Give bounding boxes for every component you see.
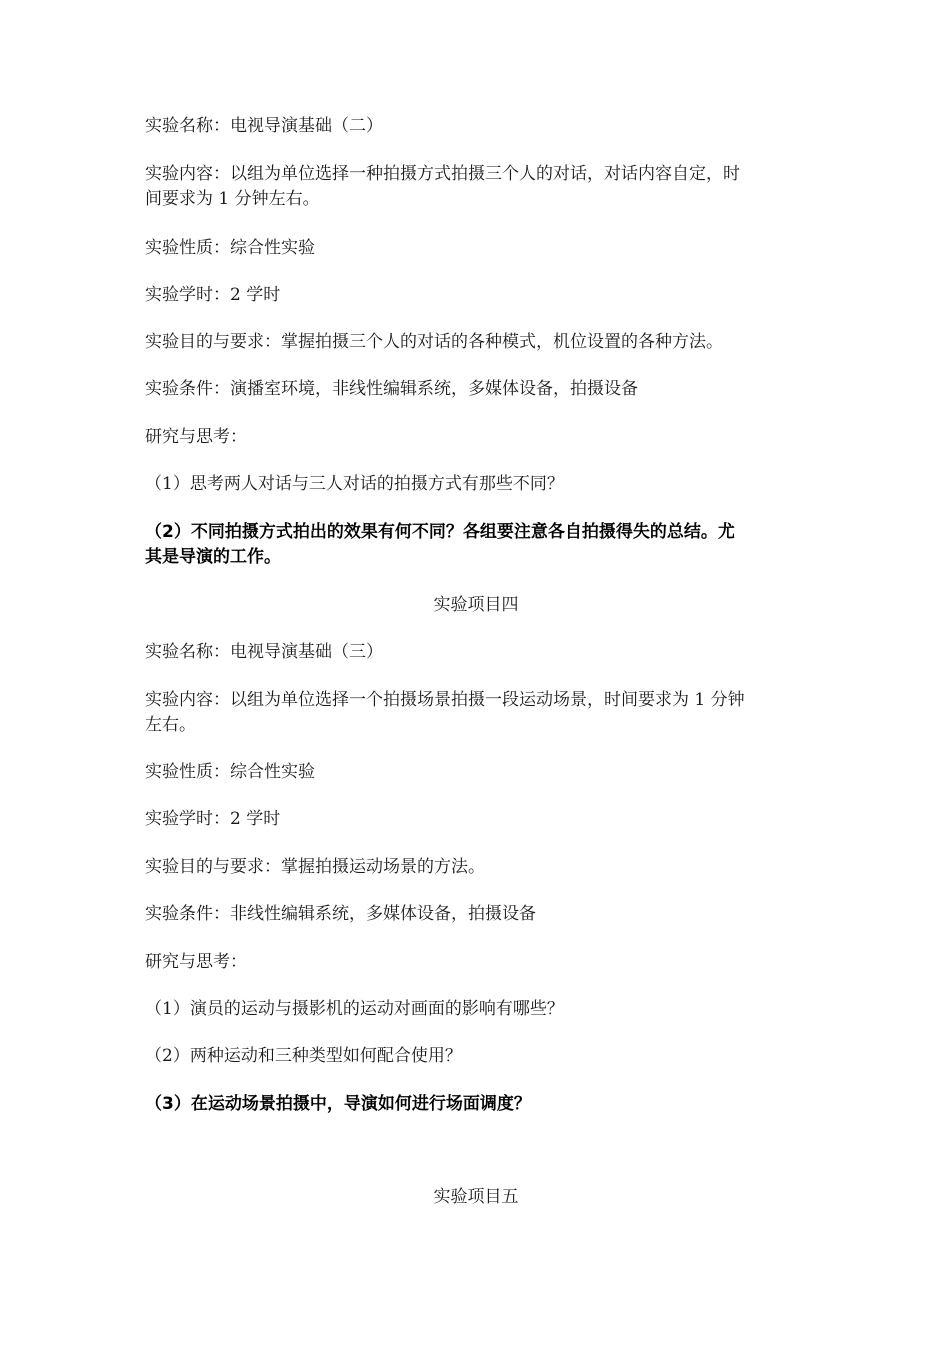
project3-question-2-line1: （2）不同拍摄方式拍出的效果有何不同？各组要注意各自拍摄得失的总结。尤: [145, 522, 735, 542]
project4-goal: 实验目的与要求：掌握拍摄运动场景的方法。: [145, 857, 485, 877]
project3-goal: 实验目的与要求：掌握拍摄三个人的对话的各种模式，机位设置的各种方法。: [145, 332, 723, 352]
project3-nature: 实验性质：综合性实验: [145, 238, 315, 258]
project4-hours: 实验学时：2 学时: [145, 809, 281, 829]
project4-name: 实验名称：电视导演基础（三）: [145, 642, 383, 662]
project4-title: 实验项目四: [433, 595, 519, 615]
project3-hours: 实验学时：2 学时: [145, 285, 281, 305]
project4-question-1: （1）演员的运动与摄影机的运动对画面的影响有哪些？: [145, 999, 564, 1019]
project3-name: 实验名称：电视导演基础（二）: [145, 116, 383, 136]
project4-conditions: 实验条件：非线性编辑系统，多媒体设备，拍摄设备: [145, 904, 536, 924]
project4-question-2: （2）两种运动和三种类型如何配合使用？: [145, 1046, 462, 1066]
project3-question-2-line2: 其是导演的工作。: [145, 547, 281, 567]
project3-research-heading: 研究与思考：: [145, 427, 247, 447]
project4-content-line1: 实验内容：以组为单位选择一个拍摄场景拍摄一段运动场景，时间要求为 1 分钟: [145, 690, 745, 710]
project3-conditions: 实验条件：演播室环境，非线性编辑系统，多媒体设备，拍摄设备: [145, 379, 638, 399]
project5-title: 实验项目五: [433, 1187, 519, 1207]
project4-research-heading: 研究与思考：: [145, 952, 247, 972]
project3-content-line1: 实验内容：以组为单位选择一种拍摄方式拍摄三个人的对话，对话内容自定，时: [145, 164, 740, 184]
project4-question-3: （3）在运动场景拍摄中，导演如何进行场面调度？: [145, 1094, 531, 1114]
project4-content-line2: 左右。: [145, 715, 196, 735]
project3-content-line2: 间要求为 1 分钟左右。: [145, 189, 320, 209]
project3-question-1: （1）思考两人对话与三人对话的拍摄方式有那些不同？: [145, 474, 564, 494]
project4-nature: 实验性质：综合性实验: [145, 762, 315, 782]
